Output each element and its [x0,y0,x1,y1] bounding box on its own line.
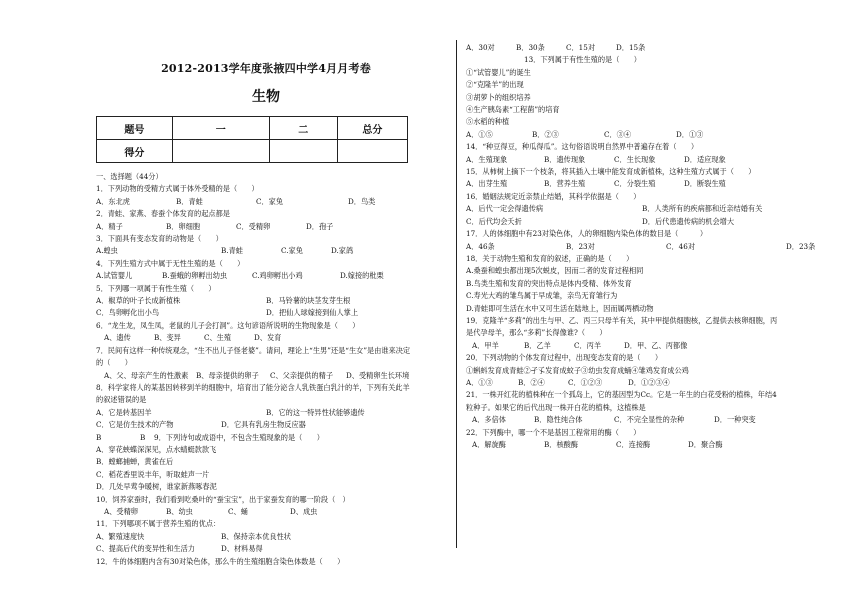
option: C.鸡卵孵出小鸡 [252,271,303,281]
option: C．鸟卵孵化出小鸟 [96,308,160,318]
option: C．不完全显性的杂种 [614,415,685,425]
option: D．适应现象 [684,154,726,164]
question-17: 17．人的体细胞中有23对染色体，人的卵细胞内染色体的数目是（ ） [466,229,708,239]
score-table [96,116,408,163]
option: B．核酸酶 [544,440,579,449]
question-14: 14．“种豆得豆，种瓜得瓜”。这句俗语说明自然界中普遍存在着（ ） [466,142,699,152]
score-header-part-2: 二 [269,117,337,140]
option: B．青蛙 [176,196,203,206]
question-8-options-row-2 [96,419,436,431]
option: D、材料易得 [221,544,263,554]
option: B．它的这一特异性状能够遗传 [266,407,365,417]
option: A．它是转基因羊 [96,407,152,417]
question-10: 10．饲养家蚕时，我们看到吃桑叶的“蚕宝宝”，出于家蚕发育的哪一阶段（ ） [96,494,350,504]
question-20-options [466,377,828,389]
option: D、发育 [254,333,282,343]
exam-title: 2012-2013学年度张掖四中学4月月考卷 [161,62,371,75]
question-10-options [96,506,436,518]
option: A．精子 [96,221,123,231]
option: A．东北虎 [96,196,130,206]
question-6: 6．“龙生龙，凤生凤，老鼠的儿子会打洞”。这句谚语所说明的生物现象是（ ） [96,320,360,330]
question-13-options [466,129,828,141]
score-cell-part-2[interactable] [269,140,337,163]
option: D．甲、乙、丙都像 [624,340,688,350]
question-3-options [96,245,436,257]
option: A．椒草的叶子长成新植株 [96,296,181,306]
score-cell-part-1[interactable] [172,140,269,163]
option: A.桑蚕和蝗虫都出现5次蜕皮，因而二者的发育过程相同 [466,266,644,276]
question-19-cont: 是代孕母羊，那么“多莉”长得像谁?（ ） [466,328,607,338]
option: D．聚合酶 [688,440,723,449]
answer-mark: B [96,432,102,442]
question-14-options [466,154,828,166]
option: D．一种突变 [714,415,756,425]
question-2-options [96,221,436,233]
question-18: 18．关于动物生殖和发育的叙述，正确的是（ ） [466,253,634,263]
option: D．它具有乳房生物反应器 [221,420,306,430]
option: D．15条 [616,43,646,52]
question-7: 7．民间有这样一种传统观念，“生不出儿子怪老婆”。请问，理论上“生男”还是“生女”是由谁来决定 [96,345,411,355]
option: C．家兔 [256,196,284,206]
option: D．几处早莺争暖树，谁家新燕啄春泥 [96,482,217,492]
option: D、受精卵生长环境 [346,370,410,380]
option: B．螳螂捕蝉，黄雀在后 [96,457,174,467]
score-cell-total[interactable] [337,140,407,163]
option: C．生长现象 [614,154,656,164]
option: A．多倍体 [472,415,506,425]
option: D.青蛙即可生活在水中又可生活在陆地上，因而属两栖动物 [466,303,654,313]
option: B.蚕蛾的卵孵出幼虫 [162,271,228,281]
question-13-item: ②“克隆羊”的出现 [466,80,524,90]
option: B．遗传现象 [544,154,586,164]
option: D．把仙人球嫁接到仙人掌上 [266,308,359,318]
question-22: 22．下列酶中，哪一个不是基因工程常用的酶（ ） [466,427,641,437]
option: B．23对 [566,241,595,251]
score-row-label: 得分 [97,140,173,163]
option: B．乙羊 [524,340,551,350]
option: A、繁殖速度快 [96,531,145,541]
option: A．甲羊 [472,340,499,350]
questions-left [96,171,436,568]
question-8-cont: 的叙述错误的是 [96,395,147,405]
option: C．它是仿生技术的产物 [96,420,174,430]
option: C.家兔 [281,246,303,256]
option: C、生殖 [204,333,232,343]
option: A．生殖现象 [466,154,508,164]
question-11-options-row-1 [96,531,436,543]
option: C．稻花香里说丰年，听取蛙声一片 [96,469,210,479]
question-13-item: ①“试管婴儿”的诞生 [466,67,531,77]
option: D．①③ [676,129,704,139]
question-7-cont: 的（ ） [96,358,132,368]
option: B．营养生殖 [544,179,586,189]
option: A．解旋酶 [472,440,506,449]
option: B、变异 [154,333,181,343]
score-table-header-row [97,117,408,140]
option: A．后代一定会得遗传病 [466,204,544,214]
option: C．受精卵 [236,221,271,231]
score-table-score-row [97,140,408,163]
question-20: 20．下列动物的个体发育过程中，出现变态发育的是（ ） [466,353,663,363]
score-header-total: 总分 [337,117,407,140]
subject-title: 生物 [252,89,280,105]
question-15: 15．从柿树上摘下一个枝条，将其插入土壤中能发育成新植株，这种生殖方式属于（ ） [466,167,756,177]
question-13-item: ③胡萝卜的组织培养 [466,92,531,102]
question-20-text: ①蝌蚪发育成青蛙②孑孓发育成蚊子③幼虫发育成蛹④雏鸡发育成公鸡 [466,365,689,375]
option: D.家鸽 [331,246,354,256]
question-3: 3．下面具有变态发育的动物是（ ） [96,234,223,244]
option: A．出芽生殖 [466,179,508,189]
question-17-options [466,241,828,253]
answer-mark: B [140,432,146,442]
option: B、保持亲本优良性状 [221,531,291,541]
option: B．人类所有的疾病都和近亲结婚有关 [642,204,763,214]
question-7-options [96,370,436,382]
question-5-options-row-1 [96,295,436,307]
option: D．断裂生殖 [684,179,726,189]
question-11: 11．下列哪项不属于营养生殖的优点： [96,519,221,529]
option: C．①②③ [568,377,603,387]
question-21-cont: 粒种子。如果它的后代出现一株开白花的植株，这植株是 [466,402,646,412]
option: A、遗传 [104,333,131,343]
option: D.嫁接的枇栗 [340,271,384,281]
question-16: 16．婚姻法规定近亲禁止结婚，其科学依据是（ ） [466,191,641,201]
score-header-question-no: 题号 [97,117,173,140]
option: A．①⑤ [466,129,493,139]
option: B.鸟类生殖和发育的突出特点是体内受精、体外发育 [466,278,632,288]
option: A.蝗虫 [96,246,118,256]
column-divider [456,40,457,548]
option: B．②④ [518,377,545,387]
question-13-item: ⑤水稻的种植 [466,117,510,127]
option: B．30条 [516,43,545,52]
question-21: 21．一株开红花的植株种在一个孤岛上，它的基因型为Cc。它是一年生的白花受粉的植株，年结4 [466,390,777,400]
left-column [96,60,436,568]
option: A．①③ [466,377,493,387]
question-8-options-row-1 [96,407,436,419]
option: D、成虫 [290,506,318,516]
option: A、父、母亲产生的性激素 [104,370,189,380]
question-21-options [466,414,828,426]
question-9 [96,432,436,444]
option: D．后代患遗传病的机会增大 [642,216,735,226]
question-13: 13．下列属于有性生殖的是（ ） [524,55,641,65]
question-4-options [96,270,436,282]
option: B.青蛙 [221,246,243,256]
option: C、提高后代的变异性和生活力 [96,544,195,554]
question-16-options-row-1 [466,203,828,215]
question-12-options [466,42,828,54]
question-15-options [466,178,828,190]
question-19-options [466,340,828,352]
option: B．隐性纯合体 [534,415,583,425]
option: C．分裂生殖 [614,179,656,189]
option: C.寿光大鸡的雏鸟属于早成雏，亲鸟无育雏行为 [466,291,618,301]
option: A．30对 [466,43,495,52]
question-16-options-row-2 [466,216,828,228]
question-19: 19．克隆羊“多莉”的出生与甲、乙、丙三只母羊有关，其中甲提供细胞核，乙提供去核卵细胞，丙 [466,315,778,325]
question-2: 2．青蛙、家燕、春蚕个体发育的起点都是 [96,209,230,219]
question-1: 1．下列动物的受精方式属于体外受精的是（ ） [96,184,259,194]
question-12: 12．牛的体细胞内含有30对染色体，那么牛的生殖细胞含染色体数是（ ） [96,556,345,566]
option: B、母亲提供的卵子 [196,370,259,380]
question-4: 4．下列生殖方式中属于无性生殖的是（ ） [96,258,245,268]
question-5: 5．下列哪一项属于有性生殖（ ） [96,283,216,293]
option: A．46条 [466,241,495,251]
option: A．穿花蛱蝶深深见，点水蜻蜓款款飞 [96,444,217,454]
option: C、父亲提供的精子 [270,370,334,380]
option: B．卵细胞 [166,221,201,231]
option: C．15对 [566,43,596,52]
question-1-options [96,196,436,208]
option: C、蛹 [228,506,248,516]
question-22-options [466,439,828,451]
option: D．23条 [786,241,816,251]
question-13-item: ④生产胰岛素“工程菌”的培育 [466,105,560,115]
score-header-part-1: 一 [172,117,269,140]
option: C．丙羊 [574,340,602,350]
section-heading: 一、选择题（44分） [96,172,163,181]
option: C．连接酶 [616,440,651,449]
option: C．后代均会夭折 [466,216,522,226]
question-9-text: 9．下列诗句或成语中，不包含生殖现象的是（ ） [154,432,324,442]
option: B、幼虫 [166,506,193,516]
question-5-options-row-2 [96,307,436,319]
question-6-options [96,332,436,344]
option: A、受精卵 [104,506,138,516]
option: B．马铃薯的块茎发芽生根 [266,296,351,306]
option: B．②③ [532,129,559,139]
option: D．孢子 [306,221,334,231]
option: D．鸟类 [348,196,376,206]
right-column [466,42,828,451]
option: C．③④ [604,129,632,139]
option: C．46对 [666,241,696,251]
option: A.试管婴儿 [96,271,133,281]
question-11-options-row-2 [96,543,436,555]
option: D．①②③④ [628,377,670,387]
question-8: 8．科学家将人的某基因转移到羊的细胞中，培育出了能分泌含人乳铁蛋白乳汁的羊，下列有关此羊 [96,382,410,392]
